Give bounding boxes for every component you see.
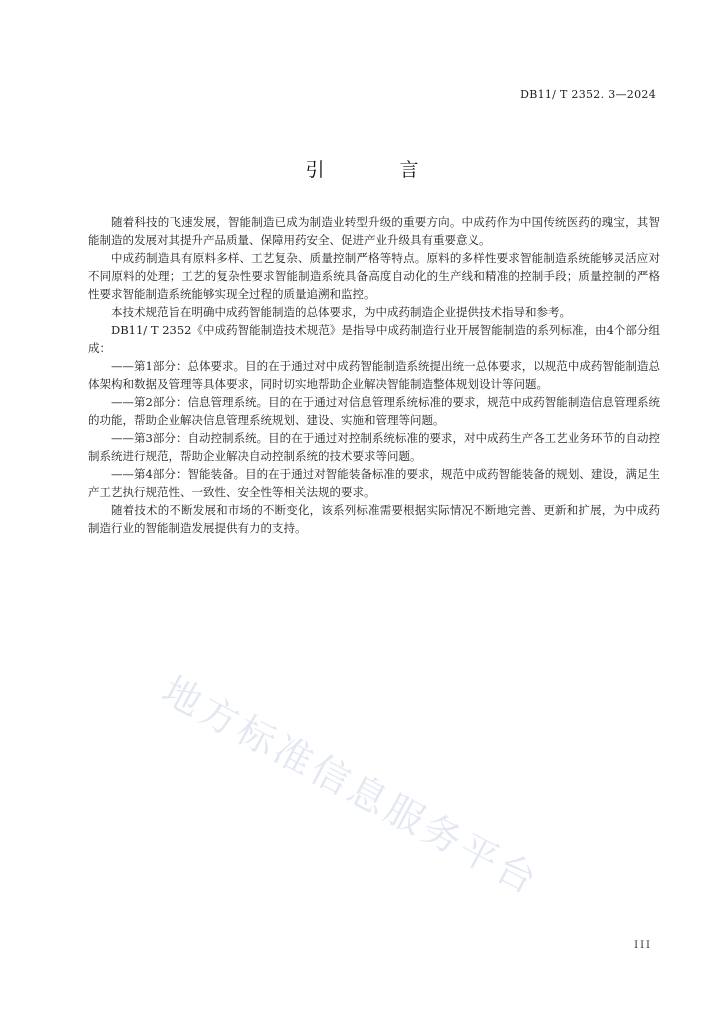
- page-number: III: [634, 940, 652, 951]
- paragraph-series-overview: DB11/ T 2352《中成药智能制造技术规范》是指导中成药制造行业开展智能制造的系列标准，由4个部分组成：: [88, 323, 660, 355]
- watermark: 地方标准信息服务平台: [155, 667, 547, 904]
- paragraph-characteristics: 中成药制造具有原料多样、工艺复杂、质量控制严格等特点。原料的多样性要求智能制造系统能够灵活应对不同原料的处理；工艺的复杂性要求智能制造系统具备高度自动化的生产线和精准的控制手段；质量控制的严格性要求智能制造系统能够实现全过程的质量追溯和监控。: [88, 251, 660, 301]
- paragraph-part-2: ——第2部分：信息管理系统。目的在于通过对信息管理系统标准的要求，规范中成药智能制造信息管理系统的功能，帮助企业解决信息管理系统规划、建设、实施和管理等问题。: [88, 395, 660, 427]
- paragraph-part-3: ——第3部分：自动控制系统。目的在于通过对控制系统标准的要求，对中成药生产各工艺业务环节的自动控制系统进行规范，帮助企业解决自动控制系统的技术要求等问题。: [88, 431, 660, 463]
- introduction-body: [88, 213, 660, 537]
- paragraph-conclusion: 随着技术的不断发展和市场的不断变化，该系列标准需要根据实际情况不断地完善、更新和扩展，为中成药制造行业的智能制造发展提供有力的支持。: [88, 503, 660, 535]
- document-code: DB11/ T 2352. 3—2024: [520, 88, 656, 101]
- paragraph-background: 随着科技的飞速发展，智能制造已成为制造业转型升级的重要方向。中成药作为中国传统医药的瑰宝，其智能制造的发展对其提升产品质量、保障用药安全、促进产业升级具有重要意义。: [88, 215, 660, 247]
- paragraph-part-4: ——第4部分：智能装备。目的在于通过对智能装备标准的要求，规范中成药智能装备的规划、建设，满足生产工艺执行规范性、一致性、安全性等相关法规的要求。: [88, 467, 660, 499]
- paragraph-purpose: 本技术规范旨在明确中成药智能制造的总体要求，为中成药制造企业提供技术指导和参考。: [111, 305, 571, 319]
- paragraph-part-1: ——第1部分：总体要求。目的在于通过对中成药智能制造系统提出统一总体要求，以规范中成药智能制造总体架构和数据及管理等具体要求，同时切实地帮助企业解决智能制造整体规划设计等问题。: [88, 359, 660, 391]
- page-title: 引 言: [305, 159, 447, 181]
